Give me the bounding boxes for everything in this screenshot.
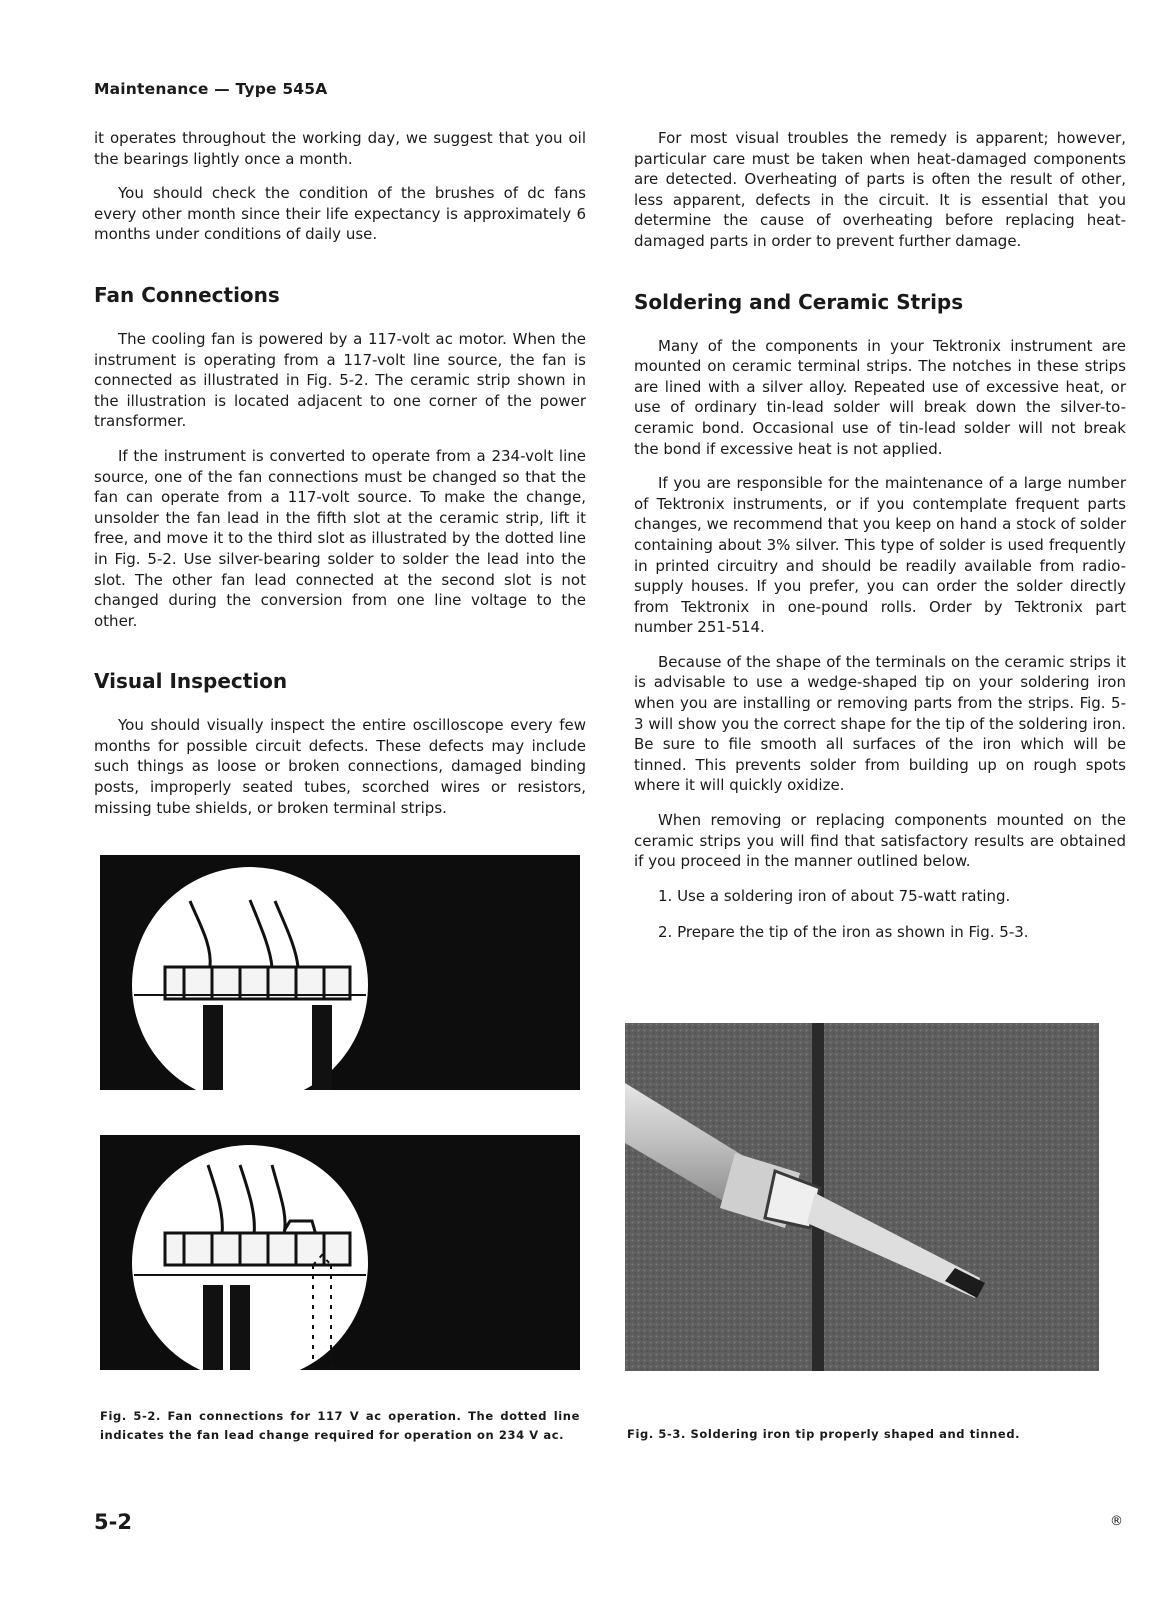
steps-list (634, 886, 1126, 943)
paragraph-oil-bearings: it operates throughout the working day, we suggest that you oil the bearings lightly once a month. (94, 129, 586, 168)
fig-5-3-image (625, 1023, 1099, 1371)
step-item: 1. Use a soldering iron of about 75-watt rating. (658, 886, 1011, 905)
fig-5-2-bottom-image (100, 1135, 580, 1370)
heading-fan-connections: Fan Connections (94, 282, 280, 307)
paragraph-fan-conversion: If the instrument is converted to operate from a 234-volt line source, one of the fan connections must be changed so that the fan can operate from a 117-volt source. To make the change, unsolder the fan lead in the fifth slot at the ceramic strip, lift it free, and move it to the third slot as illustrated by the dotted line in Fig. 5-2. Use silver-bearing solder to solder the lead into the slot. The other fan lead connected at the second slot is not changed during the conversion from one line voltage to the other. (94, 446, 586, 630)
page-number: 5-2 (94, 1510, 132, 1534)
fan-lead-right-top (312, 1005, 332, 1090)
fan-lead-middle-bottom (230, 1285, 250, 1370)
paragraph-visual-remedy: For most visual troubles the remedy is apparent; however, particular care must be taken when heat-damaged components are detected. Overheating of parts is often the result of other, less apparent, defects in the circuit. It is essential that you determine the cause of overheating before replacing heat-damaged parts in order to prevent further damage. (634, 129, 1126, 250)
fan-lead-left-top (203, 1005, 223, 1090)
paragraph-ceramic-strips: Many of the components in your Tektronix instrument are mounted on ceramic terminal strips. The notches in these strips are lined with a silver alloy. Repeated use of excessive heat, or use of ordinary tin-lead solder will break down the silver-to-ceramic bond. Occasional use of tin-lead solder will not break the bond if excessive heat is not applied. (634, 336, 1126, 458)
left-column (94, 128, 586, 832)
step-item: 2. Prepare the tip of the iron as shown in Fig. 5-3. (658, 923, 1029, 942)
paragraph-silver-solder: If you are responsible for the maintenance of a large number of Tektronix instruments, or if you contemplate frequent parts changes, we recommend that you keep on hand a stock of solder containing about 3% silver. This type of solder is used frequently in printed circuitry and should be readily available from radio-supply houses. If you prefer, you can order the solder directly from Tektronix in one-pound rolls. Order by Tektronix part number 251-514. (634, 474, 1126, 637)
registered-mark: ® (1110, 1514, 1123, 1529)
heading-soldering: Soldering and Ceramic Strips (634, 289, 964, 314)
paragraph-visual-inspection: You should visually inspect the entire oscilloscope every few months for possible circuit defects. These defects may include such things as loose or broken connections, damaged binding posts, improperly seated tubes, scorched wires or resistors, missing tube shields, or broken terminal strips. (94, 716, 586, 817)
fan-lead-left-bottom (203, 1285, 223, 1370)
fig-5-2-caption: Fig. 5-2. Fan connections for 117 V ac operation. The dotted line indicates the fan lead change required for operation on 234 V ac. (100, 1409, 580, 1442)
page-header: Maintenance — Type 545A (94, 80, 328, 98)
paragraph-wedge-tip: Because of the shape of the terminals on the ceramic strips it is advisable to use a wedge-shaped tip on your soldering iron when you are installing or removing parts from the strips. Fig. 5-3 will show you the correct shape for the tip of the soldering iron. Be sure to file smooth all surfaces of the iron which will be tinned. This prevents solder from building up on rough spots where it will quickly oxidize. (634, 652, 1126, 795)
fig-5-3-caption: Fig. 5-3. Soldering iron tip properly shaped and tinned. (627, 1427, 1021, 1441)
right-column (634, 128, 1126, 959)
paragraph-removing-components: When removing or replacing components mounted on the ceramic strips you will find that satisfactory results are obtained if you proceed in the manner outlined below. (634, 811, 1126, 871)
paragraph-fan-powered: The cooling fan is powered by a 117-volt ac motor. When the instrument is operating from a 117-volt line source, the fan is connected as illustrated in Fig. 5-2. The ceramic strip shown in the illustration is located adjacent to one corner of the power transformer. (94, 329, 586, 431)
paragraph-dc-brushes: You should check the condition of the brushes of dc fans every other month since their life expectancy is approximately 6 months under conditions of daily use. (94, 184, 586, 244)
textured-background (625, 1023, 1099, 1371)
ceramic-strip-bottom (165, 1233, 350, 1265)
fig-5-2-top-image (100, 855, 580, 1090)
heading-visual-inspection: Visual Inspection (94, 669, 288, 694)
